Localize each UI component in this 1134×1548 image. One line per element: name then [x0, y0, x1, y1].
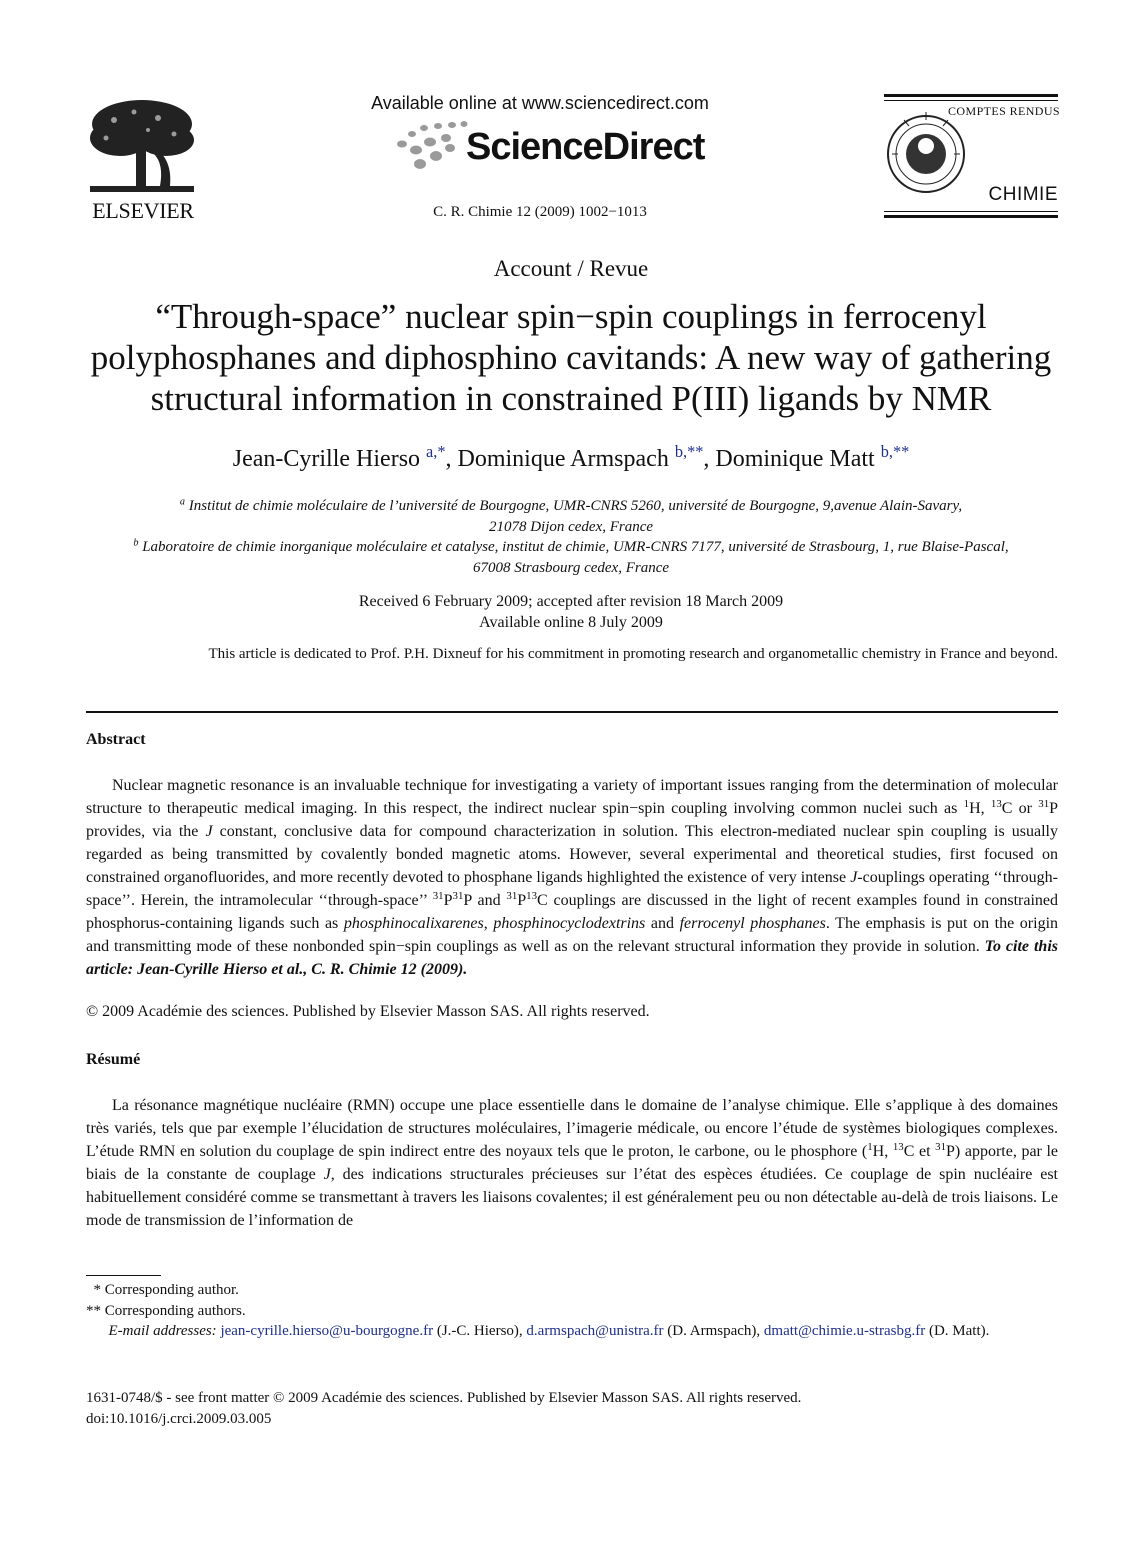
affiliation-b: $^b$ Laboratoire de chimie inorganique moléculaire et catalyse, institut de chimie, UMR-CNRS 7177, université de Strasbourg, 1, rue Blaise-Pascal, 67008 Strasbourg cedex, France	[133, 537, 1009, 576]
front-matter	[86, 1388, 801, 1430]
received-date: Received 6 February 2009; accepted after revision 18 March 2009	[358, 593, 784, 610]
dedication: This article is dedicated to Prof. P.H. Dixneuf for his commitment in promoting research and organometallic chemistry in France and beyond.	[208, 646, 1058, 662]
author-name: Jean-Cyrille Hierso	[232, 446, 421, 472]
journal-series-subtitle: CHIMIE	[988, 184, 1058, 205]
online-date: Available online 8 July 2009	[479, 614, 663, 631]
author-name: Dominique Matt	[715, 446, 875, 472]
article-type: Account / Revue	[493, 256, 649, 281]
abstract-heading: Abstract	[86, 731, 146, 748]
footnote-emails: E-mail addresses: jean-cyrille.hierso@u-bourgogne.fr (J.-C. Hierso), d.armspach@unistra.fr (D. Armspach), dmatt@chimie.u-strasbg.fr (D. Matt).	[108, 1323, 990, 1339]
copyright-notice: © 2009 Académie des sciences. Published by Elsevier Masson SAS. All rights reserved.	[86, 1003, 650, 1020]
article-history	[84, 591, 1058, 633]
author-affiliation-link[interactable]: b,**	[674, 442, 704, 462]
resume-body: La résonance magnétique nucléaire (RMN) occupe une place essentielle dans le domaine de l’analyse chimique. Elle s’applique à des domaines très variés, tels que par exemple l’élucidation de structures moléculaires, l’imagerie médicale, ou encore l’étude de systèmes biologiques complexes. L’étude RMN en solution du couplage de spin indirect entre des noyaux tels que le proton, le carbone, ou le phosphore ($^1$H, $^{13}$C et $^{31}$P) apporte, par le biais de la constante de couplage J, des indications structurales précieuses sur l’état des espèces étudiées. Ce couplage de spin nucléaire est habituellement considéré comme se transmettant à travers les liaisons covalentes; il est généralement peu ou non détectable au-delà de trois liaisons. Le mode de transmission de l’information de	[86, 1097, 1059, 1229]
cite-this-article: To cite this article: Jean-Cyrille Hierso et al., C. R. Chimie 12 (2009).	[86, 938, 1058, 978]
author-list: Jean-Cyrille Hierso $^{a,*}$, Dominique Armspach $^{b,**}$, Dominique Matt $^{b,**}$	[232, 442, 910, 472]
journal-series-title: COMPTES RENDUS	[948, 104, 1060, 118]
issn-line: 1631-0748/$ - see front matter © 2009 Académie des sciences. Published by Elsevier Masson SAS. All rights reserved.	[86, 1390, 802, 1406]
title-line: structural information in constrained P(III) ligands by NMR	[150, 379, 992, 418]
footnote-corresponding-authors: ** Corresponding authors.	[86, 1303, 246, 1319]
divider	[86, 711, 1058, 713]
abstract-body: Nuclear magnetic resonance is an invaluable technique for investigating a variety of important issues ranging from the determination of molecular structure to therapeutic medical imaging. In this respect, the indirect nuclear spin−spin coupling involving common nuclei such as $^1$H, $^{13}$C or $^{31}$P provides, via the J constant, conclusive data for compound characterization in solution. This electron-mediated nuclear spin coupling is usually regarded as being transmitted by covalently bonded magnetic atoms. However, several experimental and theoretical studies, first focused on constrained organofluorides, and more recently devoted to phosphane ligands highlighted the existence of very intense J-couplings operating ‘‘through-space’’. Herein, the intramolecular ‘‘through-space’’ $^{31}P^{31}P$ and $^{31}P^{13}C$ couplings are discussed in the light of recent examples found in constrained phosphorus-containing ligands such as phosphinocalixarenes, phosphinocyclodextrins and ferrocenyl phosphanes. The emphasis is put on the origin and transmitting mode of these nonbonded spin−spin couplings as well as on the relevant structural information they provide in solution. To cite this article: Jean-Cyrille Hierso et al., C. R. Chimie 12 (2009).	[86, 777, 1059, 978]
title-line: polyphosphanes and diphosphino cavitands: A new way of gathering	[90, 338, 1052, 377]
email-link[interactable]: dmatt@chimie.u-strasbg.fr	[763, 1323, 926, 1339]
author-name: Dominique Armspach	[457, 446, 669, 472]
author-affiliation-link[interactable]: a,*	[426, 442, 446, 462]
doi-line: doi:10.1016/j.crci.2009.03.005	[86, 1411, 272, 1427]
journal-citation: C. R. Chimie 12 (2009) 1002−1013	[433, 204, 647, 220]
affiliation-a: $^a$ Institut de chimie moléculaire de l’université de Bourgogne, UMR-CNRS 5260, université de Bourgogne, 9,avenue Alain-Savary, 21078 Dijon cedex, France	[179, 496, 963, 535]
email-link[interactable]: jean-cyrille.hierso@u-bourgogne.fr	[220, 1323, 434, 1339]
available-online-text: Available online at www.sciencedirect.com	[371, 93, 709, 113]
title-line: “Through-space” nuclear spin−spin couplings in ferrocenyl	[155, 297, 987, 336]
resume-heading: Résumé	[86, 1051, 141, 1068]
publisher-wordmark: ELSEVIER	[92, 198, 194, 223]
footnote-corresponding-author: * Corresponding author.	[93, 1282, 239, 1298]
author-affiliation-link[interactable]: b,**	[880, 442, 910, 462]
article-title	[70, 296, 1072, 419]
email-link[interactable]: d.armspach@unistra.fr	[526, 1323, 664, 1339]
footnote-divider	[86, 1275, 161, 1276]
sciencedirect-wordmark: ScienceDirect	[466, 126, 705, 168]
